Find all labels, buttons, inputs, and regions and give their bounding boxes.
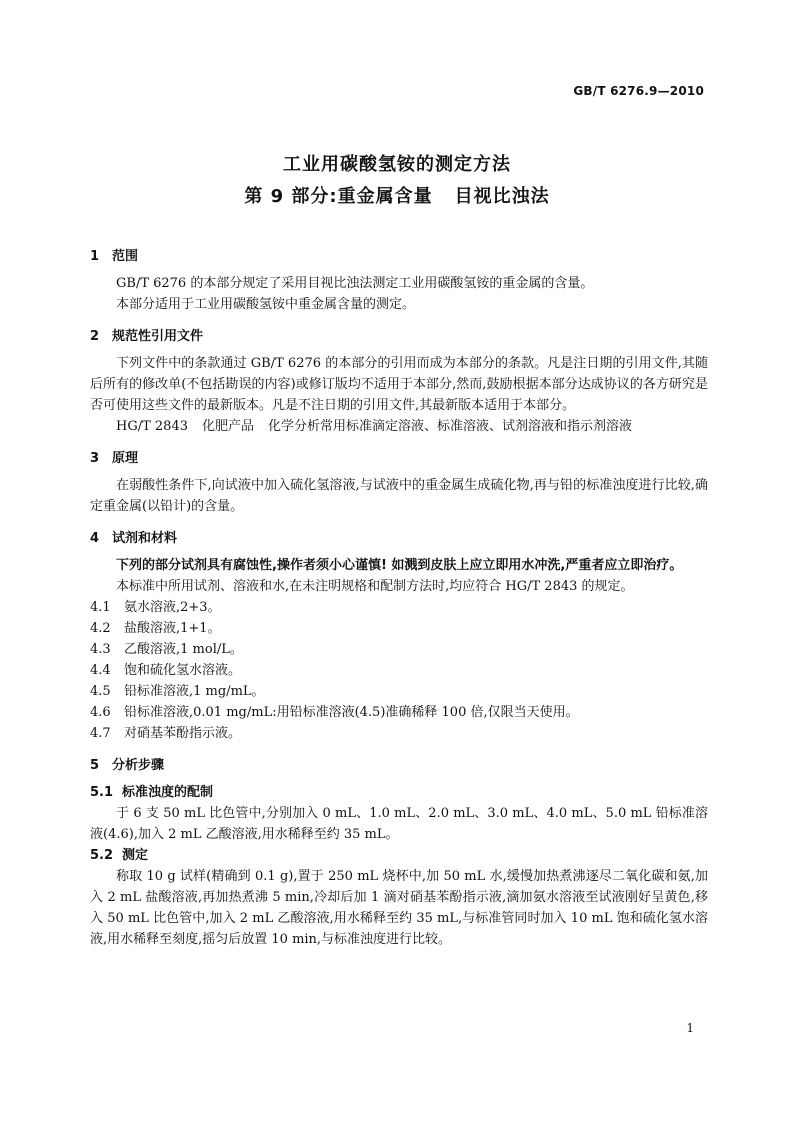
item-number: 4.5 <box>90 684 111 699</box>
item-number: 4.7 <box>90 726 111 741</box>
subtitle-part: 第 9 部分:重金属含量 <box>244 186 433 207</box>
list-item <box>90 597 708 618</box>
subsection-number: 5.2 <box>90 848 114 863</box>
item-number: 4.1 <box>90 600 111 615</box>
section-heading-procedure <box>90 755 708 776</box>
document-title: 工业用碳酸氢铵的测定方法 <box>283 154 511 175</box>
section-title: 分析步骤 <box>112 758 165 773</box>
item-number: 4.4 <box>90 663 111 678</box>
item-text: 铅标准溶液,1 mg/mL。 <box>124 684 265 699</box>
section-title: 原理 <box>112 451 139 466</box>
paragraph: GB/T 6276 的本部分规定了采用目视比浊法测定工业用碳酸氢铵的重金属的含量。 <box>116 276 594 291</box>
item-text: 盐酸溶液,1+1。 <box>124 621 221 636</box>
subsection-number: 5.1 <box>90 785 114 800</box>
paragraph: 称取 10 g 试样(精确到 0.1 g),置于 250 mL 烧杯中,加 50 mL 水,缓慢加热煮沸逐尽二氧化碳和氨,加入 2 mL 盐酸溶液,再加热煮沸 5 min,冷却后加 1 滴对硝基苯酚指示液,滴加氨水溶液至试液刚好呈黄色,移入 50 mL 比色管中,加入 2 mL 乙酸溶液,用水稀释至约 35 mL,与标准管同时加入 10 mL 饱和硫化氢水溶液,用水稀释至刻度,摇匀后放置 10 min,与标准浊度进行比较。 <box>90 869 708 947</box>
list-item <box>90 681 708 702</box>
list-item <box>90 639 708 660</box>
standard-code: GB/T 6276.9—2010 <box>573 84 704 98</box>
section-number: 4 <box>90 531 100 546</box>
list-item <box>90 618 708 639</box>
safety-warning: 下列的部分试剂具有腐蚀性,操作者须小心谨慎! 如溅到皮肤上应立即用水冲洗,严重者应立即治疗。 <box>116 558 683 573</box>
section-heading-normative-references <box>90 326 708 347</box>
item-number: 4.3 <box>90 642 111 657</box>
subsection-heading-determination <box>90 845 708 866</box>
item-number: 4.2 <box>90 621 111 636</box>
item-text: 乙酸溶液,1 mol/L。 <box>124 642 243 657</box>
section-title: 范围 <box>112 249 139 264</box>
list-item <box>90 660 708 681</box>
paragraph: 本标准中所用试剂、溶液和水,在未注明规格和配制方法时,均应符合 HG/T 2843 的规定。 <box>116 579 634 594</box>
section-number: 1 <box>90 249 100 264</box>
paragraph: 于 6 支 50 mL 比色管中,分别加入 0 mL、1.0 mL、2.0 mL、3.0 mL、4.0 mL、5.0 mL 铅标准溶液(4.6),加入 2 mL 乙酸溶液,用水稀释至约 35 mL。 <box>90 806 708 842</box>
section-number: 2 <box>90 329 100 344</box>
paragraph: 在弱酸性条件下,向试液中加入硫化氢溶液,与试液中的重金属生成硫化物,再与铅的标准浊度进行比较,确定重金属(以铅计)的含量。 <box>90 478 708 514</box>
item-number: 4.6 <box>90 705 111 720</box>
paragraph: 下列文件中的条款通过 GB/T 6276 的本部分的引用而成为本部分的条款。凡是注日期的引用文件,其随后所有的修改单(不包括勘误的内容)或修订版均不适用于本部分,然而,鼓励根据本部分达成协议的各方研究是否可使用这些文件的最新版本。凡是不注日期的引用文件,其最新版本适用于本部分。 <box>90 356 708 413</box>
list-item <box>90 702 708 723</box>
item-text: 铅标准溶液,0.01 mg/mL:用铅标准溶液(4.5)准确稀释 100 倍,仅限当天使用。 <box>124 705 579 720</box>
subtitle-method: 目视比浊法 <box>454 186 550 207</box>
section-heading-scope <box>90 246 708 267</box>
section-title: 试剂和材料 <box>112 531 178 546</box>
reagent-list <box>90 597 708 744</box>
reference-title: 化肥产品 <box>202 419 255 434</box>
page-number: 1 <box>686 1021 694 1035</box>
item-text: 饱和硫化氢水溶液。 <box>124 663 242 678</box>
reference-code: HG/T 2843 <box>116 419 188 434</box>
document-body <box>90 246 708 950</box>
subsection-title: 标准浊度的配制 <box>122 785 214 800</box>
section-number: 3 <box>90 451 100 466</box>
item-text: 对硝基苯酚指示液。 <box>124 726 242 741</box>
section-number: 5 <box>90 758 100 773</box>
subsection-heading-standard-turbidity <box>90 782 708 803</box>
reference-description: 化学分析常用标准滴定溶液、标准溶液、试剂溶液和指示剂溶液 <box>268 419 633 434</box>
section-heading-principle <box>90 448 708 469</box>
document-subtitle <box>0 182 794 208</box>
item-text: 氨水溶液,2+3。 <box>124 600 221 615</box>
paragraph: 本部分适用于工业用碳酸氢铵中重金属含量的测定。 <box>116 297 416 312</box>
section-title: 规范性引用文件 <box>112 329 204 344</box>
subsection-title: 测定 <box>122 848 149 863</box>
reference-entry <box>90 416 708 437</box>
section-heading-reagents <box>90 528 708 549</box>
list-item <box>90 723 708 744</box>
